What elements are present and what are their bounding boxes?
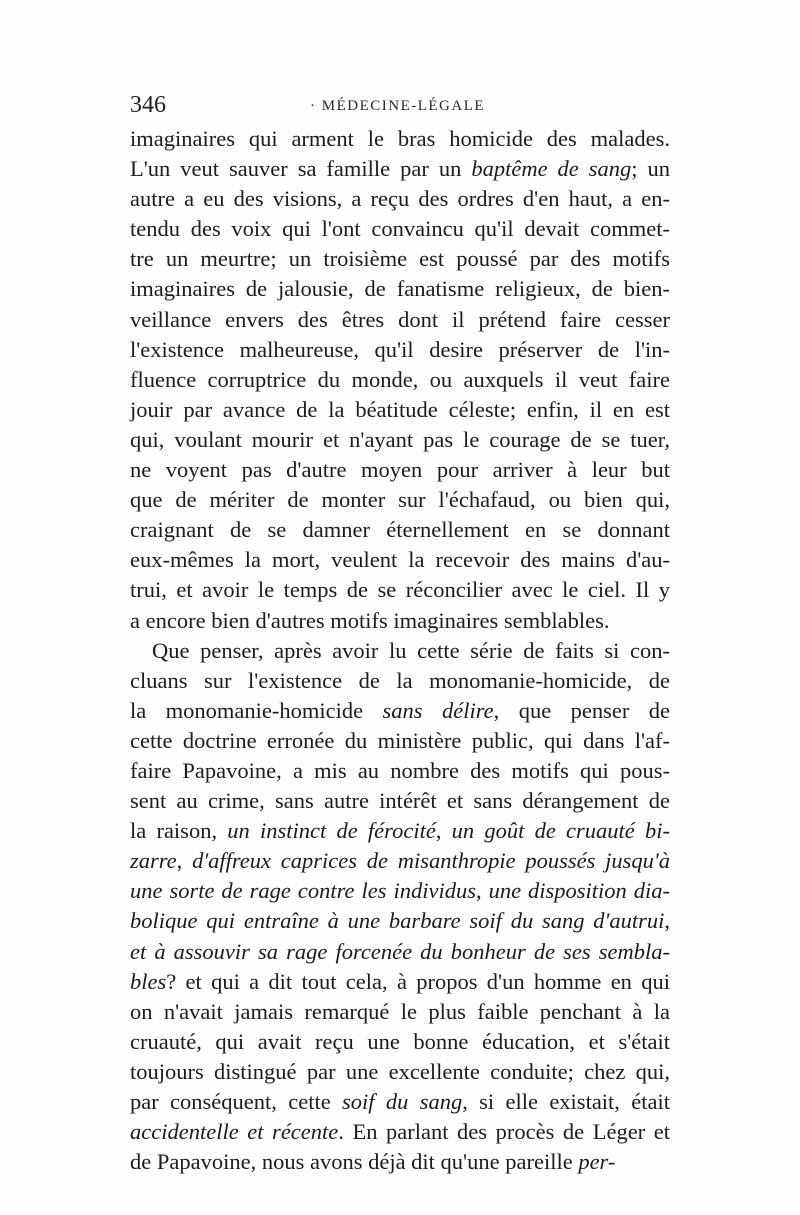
text-segment: veillance envers des êtres dont il prétend faire cesser <box>130 306 670 332</box>
text-line <box>130 425 670 455</box>
text-segment: trui, et avoir le temps de se réconcilier avec le ciel. Il y <box>130 577 670 603</box>
text-line <box>130 816 670 846</box>
text-line <box>130 485 670 515</box>
text-segment: imaginaires de jalousie, de fanatisme religieux, de bien- <box>130 276 670 302</box>
text-line <box>130 1057 670 1087</box>
text-segment: , <box>176 848 193 874</box>
text-segment: L'un veut sauver sa famille par un <box>130 156 472 182</box>
text-line <box>130 214 670 244</box>
text-line <box>130 184 670 214</box>
text-segment: que de mériter de monter sur l'échafaud, ou bien qui, <box>130 487 670 513</box>
text-segment: la monomanie-homicide <box>130 697 383 723</box>
text-line <box>130 906 670 936</box>
text-segment: sent au crime, sans autre intérêt et sans dérangement de <box>130 788 670 814</box>
text-segment: cluans sur l'existence de la monomanie-homicide, de <box>130 667 670 693</box>
page-header <box>130 92 670 122</box>
text-segment: l'existence malheureuse, qu'il desire préserver de l'in- <box>130 336 670 362</box>
text-line <box>130 455 670 485</box>
text-segment: toujours distingué par une excellente conduite; chez qui, <box>130 1058 670 1084</box>
text-line <box>130 696 670 726</box>
text-segment: , <box>475 878 489 904</box>
text-line <box>130 545 670 575</box>
body-text <box>130 124 670 1177</box>
text-segment: on n'avait jamais remarqué le plus faible penchant à la <box>130 998 670 1024</box>
italic-text: sans délire <box>382 697 494 723</box>
text-line <box>130 154 670 184</box>
italic-text: un instinct de férocité <box>227 818 436 844</box>
italic-text: une sorte de rage contre les individus <box>130 878 476 904</box>
italic-text: un goût de cruauté bi- <box>451 818 671 844</box>
italic-text: une disposition dia- <box>488 878 671 904</box>
page-number: 346 <box>130 92 166 118</box>
text-segment: Que penser, après avoir lu cette série de faits si con- <box>152 637 670 663</box>
text-line <box>130 1147 670 1177</box>
text-line <box>130 997 670 1027</box>
text-segment: jouir par avance de la béatitude céleste; enfin, il en est <box>130 396 670 422</box>
text-segment: la raison, <box>130 818 228 844</box>
italic-text: et à assouvir sa rage forcenée du bonheur de ses sembla- <box>130 938 670 964</box>
italic-text: soif du sang <box>342 1089 463 1114</box>
text-segment: de Papavoine, nous avons déjà dit qu'une pareille <box>130 1149 579 1175</box>
italic-text: per- <box>578 1149 616 1175</box>
text-line <box>130 937 670 967</box>
text-segment: imaginaires qui arment le bras homicide des malades. <box>130 126 670 151</box>
text-line <box>130 124 670 154</box>
text-segment: ? et qui a dit tout cela, à propos d'un homme en qui <box>166 968 670 994</box>
text-line <box>130 876 670 906</box>
text-line <box>130 666 670 696</box>
text-line <box>130 846 670 876</box>
text-segment: tendu des voix qui l'ont convaincu qu'il devait commet- <box>130 216 670 242</box>
text-segment: ; un <box>631 156 670 182</box>
text-segment: ne voyent pas d'autre moyen pour arriver à leur but <box>130 457 670 483</box>
text-segment: cette doctrine erronée du ministère public, qui dans l'af- <box>130 727 670 753</box>
text-line <box>130 395 670 425</box>
running-head: · MÉDECINE-LÉGALE <box>310 98 486 114</box>
text-segment: cruauté, qui avait reçu une bonne éducation, et s'était <box>130 1028 670 1054</box>
text-segment: autre a eu des visions, a reçu des ordres d'en haut, a en- <box>130 186 670 212</box>
text-line <box>130 756 670 786</box>
text-line <box>130 1117 670 1147</box>
text-segment: eux-mêmes la mort, veulent la recevoir des mains d'au- <box>130 547 670 573</box>
text-segment: , que penser de <box>493 697 670 723</box>
text-line <box>130 786 670 816</box>
italic-text: baptême de sang <box>471 156 632 182</box>
text-line <box>130 335 670 365</box>
text-segment: . En parlant des procès de Léger et <box>338 1119 670 1145</box>
text-line <box>130 726 670 756</box>
text-line <box>130 1087 670 1117</box>
text-line <box>130 274 670 304</box>
italic-text: bolique qui entraîne à une barbare soif du sang d'autrui <box>130 908 665 934</box>
text-line <box>130 515 670 545</box>
italic-text: bles <box>130 968 167 994</box>
text-segment: tre un meurtre; un troisième est poussé par des motifs <box>130 246 670 272</box>
text-segment: , <box>664 908 670 934</box>
text-segment: fluence corruptrice du monde, ou auxquels il veut faire <box>130 366 670 392</box>
text-segment: craignant de se damner éternellement en se donnant <box>130 517 670 543</box>
text-line <box>130 606 670 636</box>
italic-text: d'affreux caprices de misanthropie poussés jusqu'à <box>192 848 670 874</box>
text-line <box>130 1027 670 1057</box>
text-line <box>130 575 670 605</box>
text-line <box>130 365 670 395</box>
text-line <box>130 967 670 997</box>
text-segment: , si elle existait, était <box>462 1089 670 1114</box>
text-segment: par conséquent, cette <box>130 1089 343 1114</box>
italic-text: accidentelle et récente <box>130 1119 339 1145</box>
text-segment: faire Papavoine, a mis au nombre des motifs qui pous- <box>130 757 670 783</box>
text-segment: a encore bien d'autres motifs imaginaires semblables. <box>130 607 610 633</box>
text-segment: qui, voulant mourir et n'ayant pas le courage de se tuer, <box>130 426 670 452</box>
text-segment: , <box>435 818 452 844</box>
text-line <box>130 636 670 666</box>
italic-text: zarre <box>130 848 177 874</box>
text-line <box>130 305 670 335</box>
text-line <box>130 244 670 274</box>
